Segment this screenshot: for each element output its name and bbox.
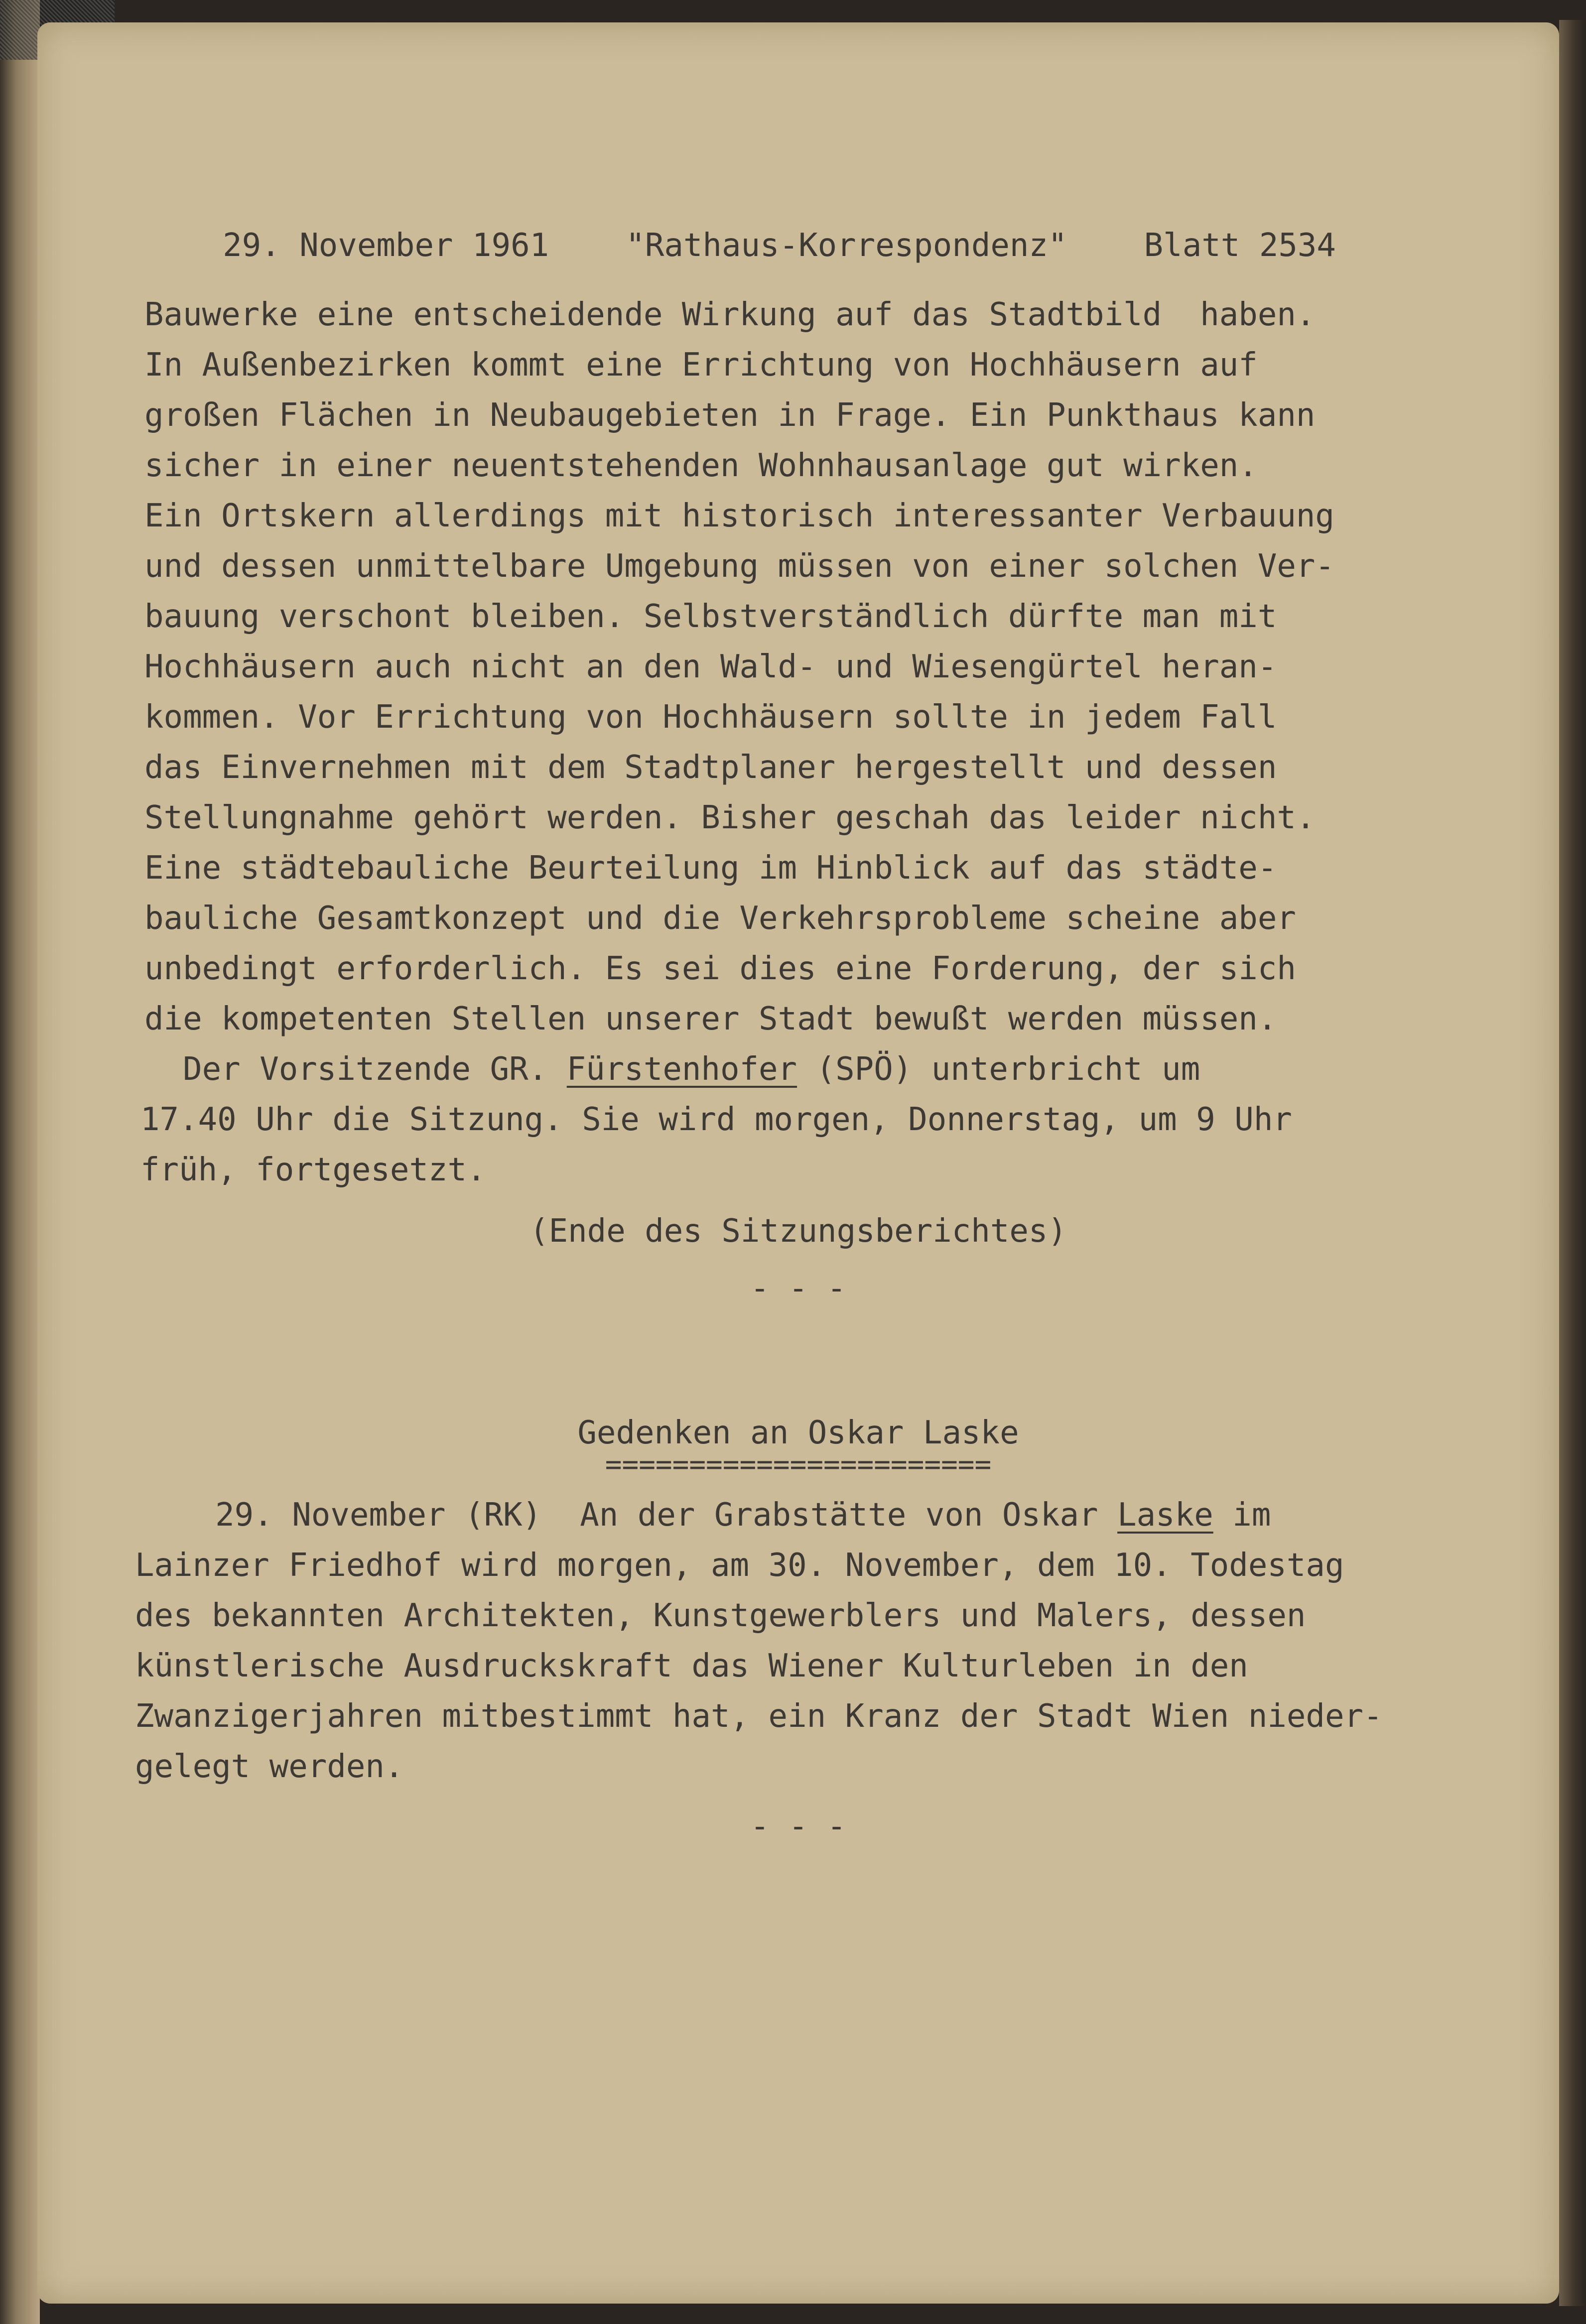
text-line: kommen. Vor Errichtung von Hochhäusern sollte in jedem Fall [144,699,1277,736]
session-end-note: (Ende des Sitzungsberichtes) [529,1213,1067,1250]
text-line: bauliche Gesamtkonzept und die Verkehrsprobleme scheine aber [144,900,1296,937]
text-line: Eine städtebauliche Beurteilung im Hinblick auf das städte- [144,850,1277,887]
text-line: künstlerische Ausdruckskraft das Wiener Kulturleben in den [135,1648,1248,1684]
header-sheet: Blatt 2534 [1144,227,1336,264]
text-line: Hochhäusern auch nicht an den Wald- und Wiesengürtel heran- [144,648,1277,685]
page-header [146,198,1336,293]
text-line: Stellungnahme gehört werden. Bisher geschah das leider nicht. [144,799,1316,836]
article-first-line [138,1497,1271,1534]
text-line: großen Flächen in Neubaugebieten in Frage. Ein Punkthaus kann [144,397,1316,434]
article-text: im [1213,1497,1271,1534]
text-line: des bekannten Architekten, Kunstgewerblers und Malers, dessen [135,1597,1306,1634]
text-line: früh, fortgesetzt. [140,1152,486,1188]
text-line: 17.40 Uhr die Sitzung. Sie wird morgen, Donnerstag, um 9 Uhr [140,1101,1292,1138]
text-line: In Außenbezirken kommt eine Errichtung von Hochhäusern auf [144,347,1258,384]
text-line: Zwanzigerjahren mitbestimmt hat, ein Kranz der Stadt Wien nieder- [135,1698,1383,1735]
header-date: 29. November 1961 [223,227,549,264]
section-title: Gedenken an Oskar Laske [577,1415,1019,1451]
text-line: bauung verschont bleiben. Selbstverständlich dürfte man mit [144,598,1277,635]
text-line: gelegt werden. [135,1748,404,1785]
header-publication: "Rathaus-Korrespondenz" [626,227,1067,264]
text-line: unbedingt erforderlich. Es sei dies eine Forderung, der sich [144,950,1296,987]
text-line: Ein Ortskern allerdings mit historisch interessanter Verbauung [144,498,1334,534]
left-page-edge [0,0,40,2324]
text-line: sicher in einer neuentstehenden Wohnhausanlage gut wirken. [144,447,1258,484]
adjournment-line-1 [144,1051,1200,1088]
book-spine-edge [1559,20,1586,2306]
text-line: Lainzer Friedhof wird morgen, am 30. November, dem 10. Todestag [135,1547,1344,1584]
person-name: Laske [1117,1497,1213,1534]
article-text: 29. November (RK) An der Grabstätte von Oskar [138,1497,1118,1534]
adjournment-text: (SPÖ) unterbricht um [797,1051,1200,1088]
section-separator: - - - [750,1808,846,1845]
document-page [37,22,1559,2304]
text-line: Bauwerke eine entscheidende Wirkung auf das Stadtbild haben. [144,296,1316,333]
text-line: und dessen unmittelbare Umgebung müssen von einer solchen Ver- [144,548,1334,585]
adjournment-text: Der Vorsitzende GR. [144,1051,567,1088]
text-line: das Einvernehmen mit dem Stadtplaner hergestellt und dessen [144,749,1277,786]
section-separator: - - - [750,1270,846,1307]
title-rule: ======================= [605,1448,992,1481]
chair-name: Fürstenhofer [566,1051,797,1088]
text-line: die kompetenten Stellen unserer Stadt bewußt werden müssen. [144,1001,1277,1037]
